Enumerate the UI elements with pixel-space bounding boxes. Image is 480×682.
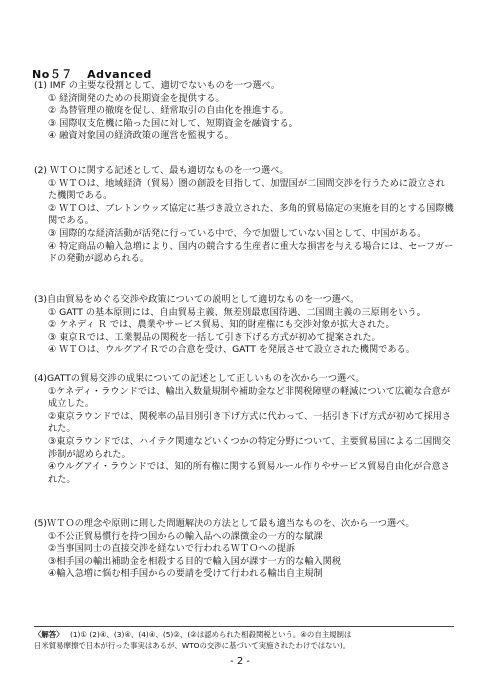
option: ④輸入急増に悩む相手国からの要請を受けて行われる輸出自主規制 (48, 568, 323, 580)
question-stem: (5)ＷＴＯの理念や原則に則した問題解決の方法として最も適当なものを、次から一つ選べ。 (34, 518, 415, 529)
question-4 (34, 373, 454, 486)
difficulty-level: Advanced (87, 68, 152, 81)
option: ④ ＷＴＯは、ウルグアイＲでの合意を受け、GATT を発展させて設立された機関である。 (48, 344, 415, 356)
option: ③ 東京Ｒでは、工業製品の関税を一括して引き下げる方式が初めて提案された。 (48, 331, 381, 343)
option: ①ケネディ・ラウンドでは、輸出入数量規制や補助金など非関税障壁の軽減について広範な合意が成立した。 (48, 385, 451, 410)
option: ②東京ラウンドでは、関税率の品目別引き下げ方式に代わって、一括引き下げ方式が初めて採用された。 (48, 410, 452, 435)
option: ①不公正貿易慣行を持つ国からの輸入品への課徴金の一方的な賦課 (48, 530, 323, 542)
question-3 (34, 294, 454, 357)
option: ② ＷＴＯは、ブレトンウッズ協定に基づき設立された、多角的貿易協定の実施を目的とする国際機関である。 (48, 202, 454, 227)
option: ② 為替管理の撤廃を促し、経常取引の自由化を推進する。 (48, 105, 289, 117)
option: ③ 国際的な経済活動が活発に行っている中で、今で加盟していない国として、中国がある。 (48, 227, 427, 239)
option: ① ＷＴＯは、地域経済（貿易）圏の創設を目指して、加盟国が二国間交渉を行うために設立された機関である。 (48, 177, 445, 202)
question-stem: (2) ＷＴＯに関する記述として、最も適切なものを一つ選べ。 (34, 165, 289, 176)
option: ④ 融資対象国の経済政策の運営を監視する。 (48, 130, 234, 142)
option: ① 経済開発のための長期資金を提供する。 (48, 92, 225, 104)
option: ③相手国の輸出補助金を相殺する目的で輸入国が課す一方的な輸入関税 (48, 555, 342, 567)
question-stem: (3)自由貿易をめぐる交渉や政策についての説明として適切なものを一つ選べ。 (34, 294, 360, 305)
option: ③ 国際収支危機に陥った国に対して、短期資金を融資する。 (48, 117, 298, 129)
question-5 (34, 518, 454, 581)
option: ③東京ラウンドでは、ハイテク関連などいくつかの特定分野について、主要貿易国による二国間交渉制が認められた。 (48, 435, 451, 460)
option: ②当事国同士の直接交渉を経ないで行われるＷＴＯへの提訴 (48, 543, 296, 555)
option: ② ケネディ Ｒ では、農業やサービス貿易、知的財産権にも交渉対象が拡大された。 (48, 319, 395, 331)
question-set-number: No５７ (32, 68, 73, 81)
question-2 (34, 165, 454, 266)
option: ④ 特定商品の輸入急増により、国内の競合する生産者に重大な損害を与える場合には、セーフガードの発動が認められる。 (48, 240, 454, 265)
question-1 (34, 80, 454, 143)
question-stem: (4)GATTの貿易交渉の成果についての記述として正しいものを次から一つ選べ。 (34, 373, 365, 384)
answer-line-1: (1)① (2)④、(3)④、(4)④、(5)②、(②は認められた相殺関税という。④の自主規制は (69, 630, 352, 639)
option: ① GATT の基本原則には、自由貿易主義、無差別最恵国待遇、二国間主義の三原則をいう。 (48, 306, 426, 318)
answer-key (34, 626, 454, 651)
page-number: - 2 - (230, 656, 250, 667)
option: ④ウルグアイ・ラウンドでは、知的所有権に関する貿易ルール作りやサービス貿易自由化が合意された。 (48, 461, 450, 485)
question-stem: (1) IMF の主要な役割として、適切でないものを一つ選べ。 (34, 80, 280, 91)
answer-line-2: 日米貿易摩擦で日本が行った事実はあるが、WTOの交渉に基づいて実施されたわけではない)。 (34, 641, 351, 650)
answer-label: 〈解答〉 (34, 630, 64, 639)
